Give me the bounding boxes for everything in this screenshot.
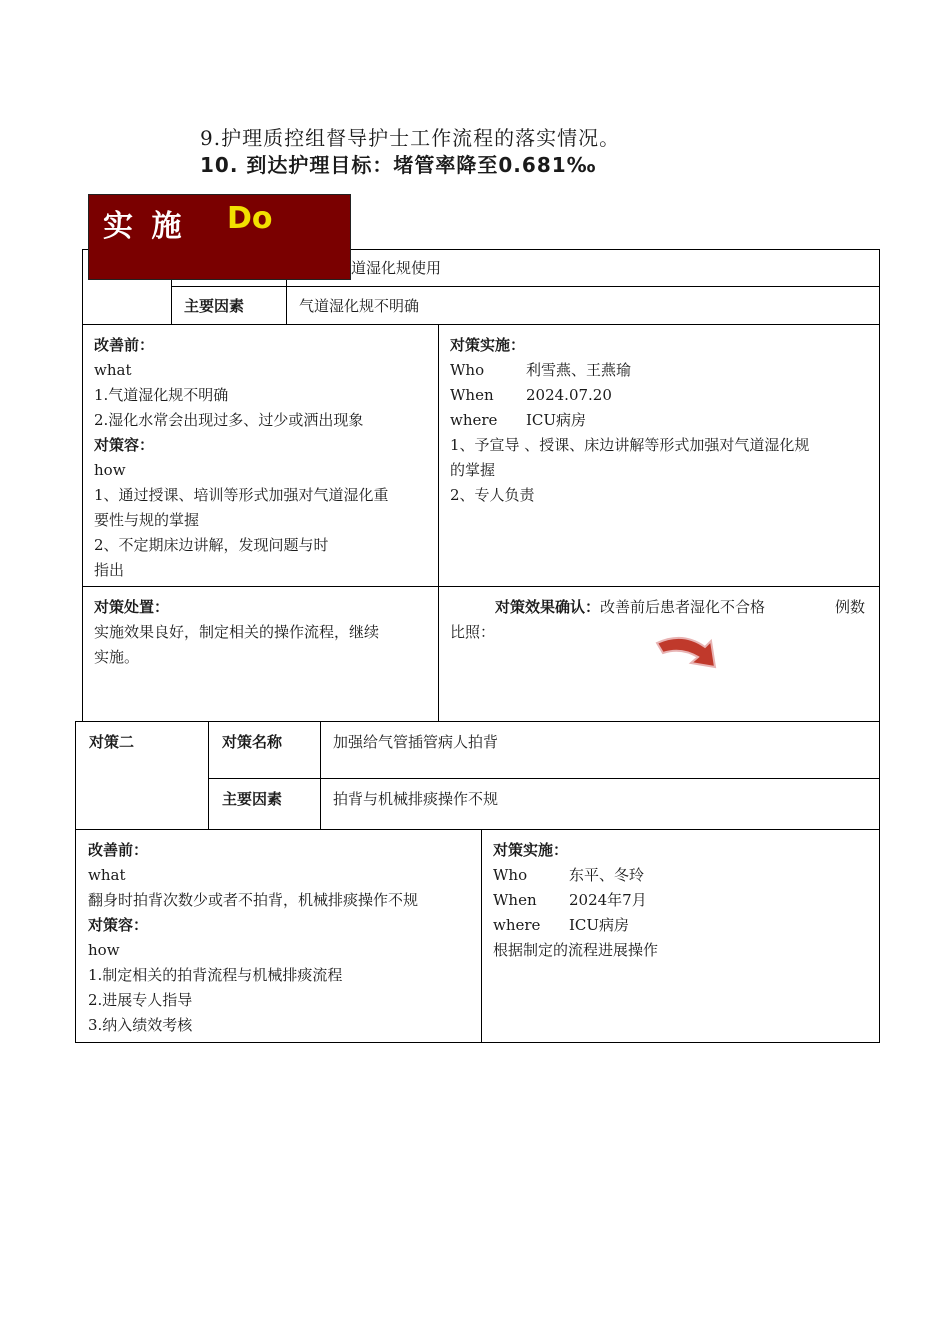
measure2-implement-text: 根据制定的流程进展操作 xyxy=(493,941,659,959)
where-label: where xyxy=(450,411,498,429)
measure1-name-value: 道湿化规使用 xyxy=(351,259,442,277)
measure2-how-item: 2.进展专人指导 xyxy=(88,991,193,1009)
who-label: Who xyxy=(450,361,485,379)
measure2-content-label: 对策容： xyxy=(88,916,149,934)
measure1-factor-value-cell xyxy=(286,286,880,326)
banner-title: 实 施 xyxy=(103,209,186,244)
measure1-factor-value: 气道湿化规不明确 xyxy=(299,297,420,315)
when-label: When xyxy=(450,386,494,404)
measure1-how-label: how xyxy=(94,461,126,479)
goal-item-9: 9.护理质控组督导护士工作流程的落实情况。 xyxy=(200,126,621,150)
where-value: ICU病房 xyxy=(526,411,587,429)
measure2-how-item: 1.制定相关的拍背流程与机械排痰流程 xyxy=(88,966,343,984)
measure1-factor-label: 主要因素 xyxy=(184,297,245,315)
measure1-disposal-label: 对策处置： xyxy=(94,598,170,616)
do-banner xyxy=(88,194,351,280)
measure2-how-item: 3.纳入绩效考核 xyxy=(88,1016,193,1034)
measure1-what-item: 1.气道湿化规不明确 xyxy=(94,386,229,404)
measure1-effect-label: 对策效果确认： xyxy=(495,598,601,616)
measure2-name-label: 对策名称 xyxy=(222,733,283,751)
measure1-effect-text: 改善前后患者湿化不合格 xyxy=(600,598,766,616)
measure2-title: 对策二 xyxy=(89,733,135,751)
measure1-content-label: 对策容： xyxy=(94,436,155,454)
measure2-before-label: 改善前： xyxy=(88,841,149,859)
measure2-name-label-cell xyxy=(208,721,322,780)
measure2-name-value-cell xyxy=(320,721,880,780)
measure2-before-cell xyxy=(75,829,483,1043)
measure1-before-cell xyxy=(82,324,440,588)
when-value: 2024年7月 xyxy=(569,891,647,909)
measure1-what-item: 2.湿化水常会出现过多、过少或洒出现象 xyxy=(94,411,364,429)
who-value: 东平、冬玲 xyxy=(569,866,645,884)
goal-item-10: 10. 到达护理目标：堵管率降至0.681‰ xyxy=(200,153,597,177)
measure1-implement-label: 对策实施： xyxy=(450,336,526,354)
measure2-how-label: how xyxy=(88,941,120,959)
curved-arrow-down-right-icon xyxy=(653,629,723,675)
who-label: Who xyxy=(493,866,528,884)
measure2-factor-value: 拍背与机械排痰操作不规 xyxy=(333,790,499,808)
measure2-factor-label-cell xyxy=(208,778,322,831)
measure2-factor-label: 主要因素 xyxy=(222,790,283,808)
who-value: 利雪燕、王燕瑜 xyxy=(526,361,632,379)
measure1-effect-cell xyxy=(438,586,880,723)
measure2-factor-value-cell xyxy=(320,778,880,831)
measure1-implement-cell xyxy=(438,324,880,588)
measure1-disposal-cell xyxy=(82,586,440,723)
measure1-implement-line: 的掌握 xyxy=(450,461,496,479)
measure1-what-label: what xyxy=(94,361,132,379)
measure1-how-line: 1、通过授课、培训等形式加强对气道湿化重 xyxy=(94,486,389,504)
measure2-what-text: 翻身时拍背次数少或者不拍背，机械排痰操作不规 xyxy=(88,891,419,909)
measure2-title-cell xyxy=(75,721,210,831)
where-label: where xyxy=(493,916,541,934)
measure1-factor-label-cell xyxy=(171,286,288,326)
banner-subtitle: Do xyxy=(227,201,273,236)
measure1-effect-text2: 例数 xyxy=(835,598,866,616)
measure2-implement-label: 对策实施： xyxy=(493,841,569,859)
where-value: ICU病房 xyxy=(569,916,630,934)
measure1-disposal-line: 实施。 xyxy=(94,648,140,666)
measure1-implement-line: 1、予宣导 、授课、床边讲解等形式加强对气道湿化规 xyxy=(450,436,810,454)
measure1-how-line: 指出 xyxy=(94,561,125,579)
measure1-before-label: 改善前： xyxy=(94,336,155,354)
measure2-what-label: what xyxy=(88,866,126,884)
measure1-disposal-line: 实施效果良好，制定相关的操作流程，继续 xyxy=(94,623,380,641)
measure1-implement-line: 2、专人负责 xyxy=(450,486,535,504)
measure1-name-value-cell xyxy=(286,249,880,288)
measure2-implement-cell xyxy=(481,829,880,1043)
measure1-how-line: 2、不定期床边讲解，发现问题与时 xyxy=(94,536,329,554)
measure1-how-line: 要性与规的掌握 xyxy=(94,511,200,529)
measure2-name-value: 加强给气管插管病人拍背 xyxy=(333,733,499,751)
when-value: 2024.07.20 xyxy=(526,386,612,404)
measure1-effect-text3: 比照： xyxy=(450,623,496,641)
when-label: When xyxy=(493,891,537,909)
